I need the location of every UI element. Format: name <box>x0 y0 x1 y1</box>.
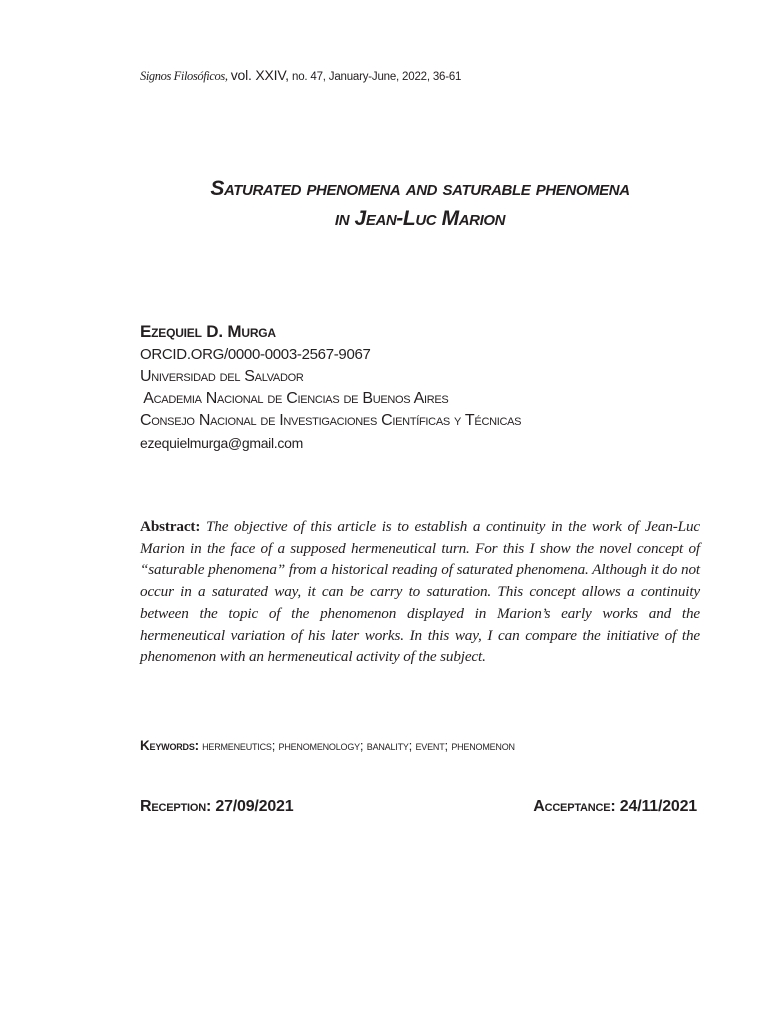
running-header <box>140 67 461 84</box>
author-affiliation-2: Academia Nacional de Ciencias de Buenos Aires <box>140 390 449 407</box>
acceptance-value: 24/11/2021 <box>619 798 697 815</box>
submission-dates <box>140 798 697 816</box>
journal-issue-pages: no. 47, January-June, 2022, 36-61 <box>292 71 462 83</box>
reception-label: Reception: <box>140 798 212 815</box>
keywords-label: Keywords: <box>140 738 199 753</box>
author-affiliation-1: Universidad del Salvador <box>140 368 304 385</box>
article-title-line-1: Saturated phenomena and saturable phenomena <box>210 177 630 200</box>
acceptance-label: Acceptance: <box>533 798 616 815</box>
author-block <box>140 320 521 454</box>
abstract-text: The objective of this article is to establish a continuity in the work of Jean-Luc Marion in the face of a supposed hermeneutical turn. For this I show the novel concept of “saturable phenomena” from a historical reading of saturated phenomena. Although it do not occur in a saturated way, it can be carry to saturation. This concept allows a continuity between the topic of the phenomenon displayed in Marion’s early works and the hermeneutical variation of his later works. In this way, I can compare the initiative of the phenomenon with an hermeneutical activity of the subject. <box>140 518 701 666</box>
journal-name: Signos Filosóficos, <box>140 69 228 83</box>
author-name: Ezequiel D. Murga <box>140 322 276 341</box>
keywords-values: hermeneutics; phenomenology; banality; event; phenomenon <box>202 738 515 753</box>
journal-volume: vol. XXIV, <box>230 67 289 83</box>
article-title-line-2: in Jean-Luc Marion <box>334 207 506 230</box>
author-orcid: ORCID.ORG/0000-0003-2567-9067 <box>140 346 371 363</box>
author-affiliation-3: Consejo Nacional de Investigaciones Científicas y Técnicas <box>140 412 522 429</box>
abstract-label: Abstract: <box>140 518 201 535</box>
acceptance-date <box>533 798 697 816</box>
author-email: ezequielmurga@gmail.com <box>140 435 303 451</box>
article-title <box>140 174 700 234</box>
abstract <box>140 516 700 668</box>
keywords <box>140 738 515 753</box>
reception-value: 27/09/2021 <box>215 798 294 815</box>
reception-date <box>140 798 293 816</box>
